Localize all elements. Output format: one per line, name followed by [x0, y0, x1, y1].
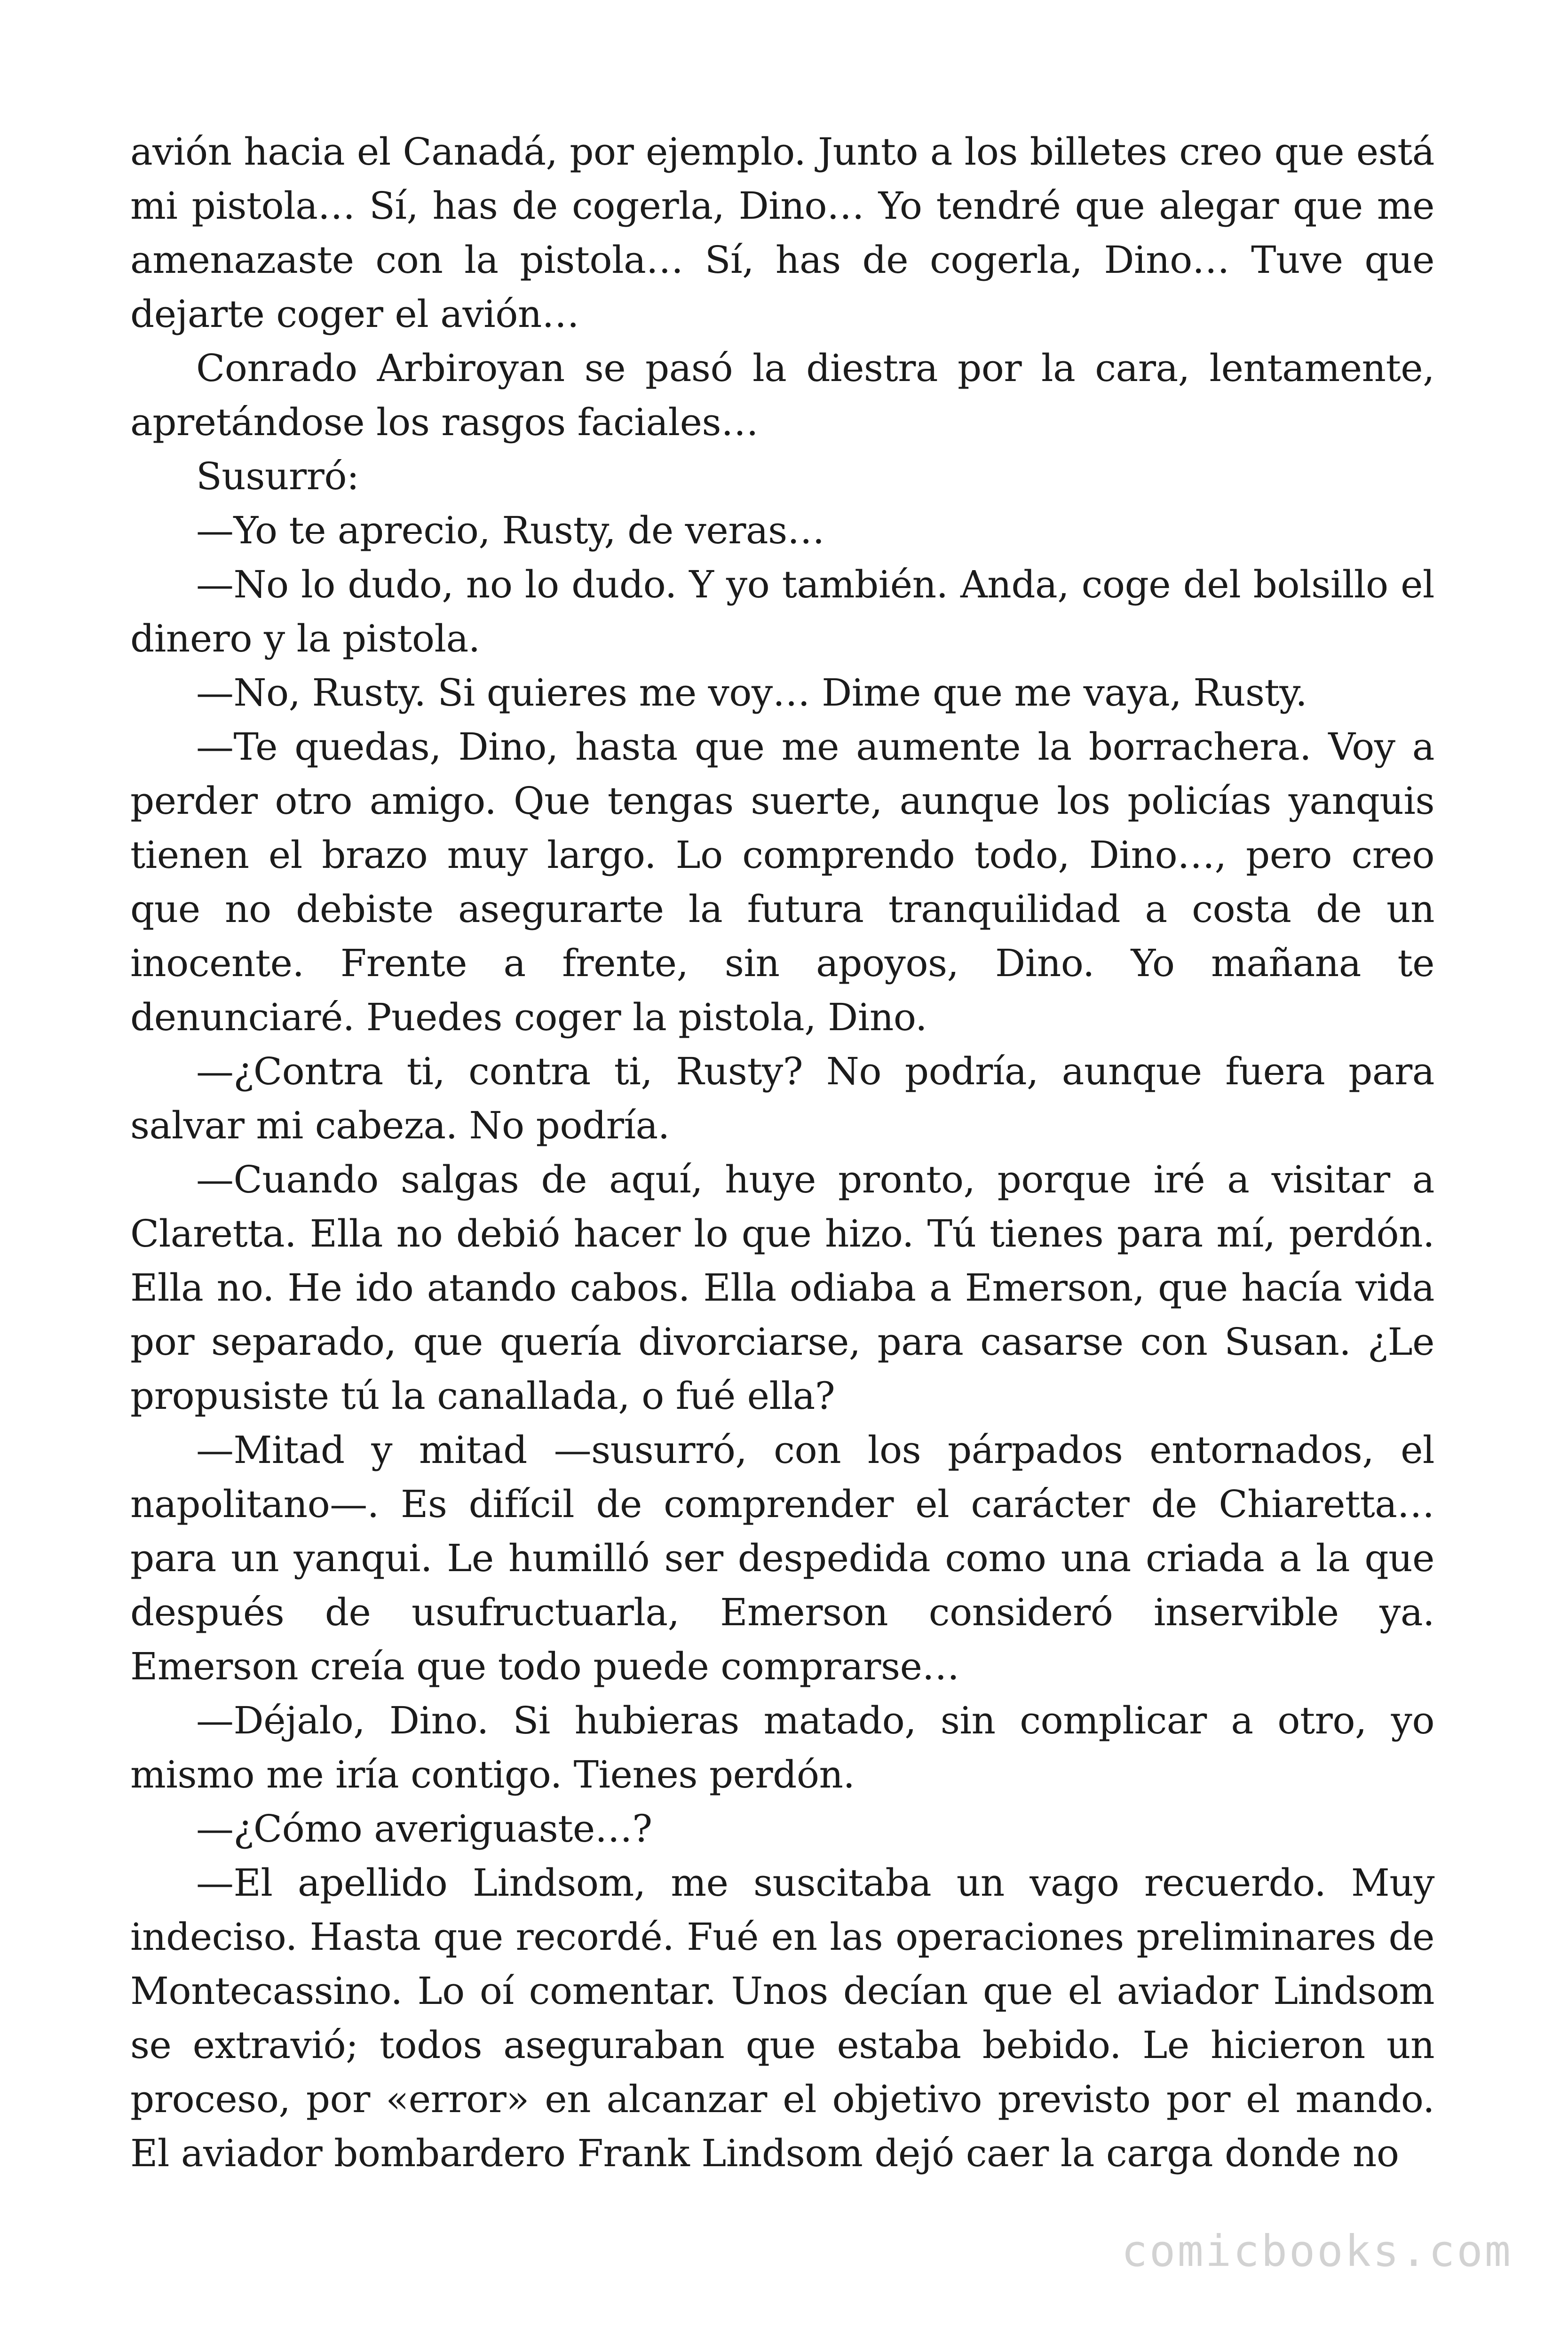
paragraph: —¿Cómo averiguaste…? — [196, 1807, 652, 1851]
paragraph: Conrado Arbiroyan se pasó la diestra por la cara, lentamente, apretándose los rasgos faciales… — [130, 346, 1434, 444]
paragraph: —Cuando salgas de aquí, huye pronto, porque iré a visitar a Claretta. Ella no debió hacer lo que hizo. Tú tienes para mí, perdón. Ella no. He ido atando cabos. Ella odiaba a Emerson, que hacía vida por separado, que quería divorciarse, para casarse con Susan. ¿Le propusiste tú la canallada, o fué ella? — [130, 1158, 1434, 1418]
paragraph: —Te quedas, Dino, hasta que me aumente la borrachera. Voy a perder otro amigo. Que tengas suerte, aunque los policías yanquis tienen el brazo muy largo. Lo comprendo todo, Dino…, pero creo que no debiste asegurarte la futura tranquilidad a costa de un inocente. Frente a frente, sin apoyos, Dino. Yo mañana te denunciaré. Puedes coger la pistola, Dino. — [130, 725, 1434, 1039]
paragraph: —¿Contra ti, contra ti, Rusty? No podría, aunque fuera para salvar mi cabeza. No podría. — [130, 1049, 1434, 1147]
paragraph: Susurró: — [196, 454, 359, 498]
paragraph: —Mitad y mitad —susurró, con los párpados entornados, el napolitano—. Es difícil de comprender el carácter de Chiaretta… para un yanqui. Le humilló ser despedida como una criada a la que después de usufructuarla, Emerson consideró inservible ya. Emerson creía que todo puede comprarse… — [130, 1428, 1434, 1688]
watermark: comicbooks.com — [1121, 2226, 1513, 2276]
paragraph: —Yo te aprecio, Rusty, de veras… — [196, 509, 825, 552]
paragraph: —El apellido Lindsom, me suscitaba un vago recuerdo. Muy indeciso. Hasta que recordé. Fué en las operaciones preliminares de Montecassino. Lo oí comentar. Unos decían que el aviador Lindsom se extravió; todos aseguraban que estaba bebido. Le hicieron un proceso, por «error» en alcanzar el objetivo previsto por el mando. El aviador bombardero Frank Lindsom dejó caer la carga donde no — [130, 1861, 1434, 2175]
paragraph: —No, Rusty. Si quieres me voy… Dime que me vaya, Rusty. — [196, 671, 1307, 715]
book-page-text — [130, 125, 1434, 2180]
paragraph: avión hacia el Canadá, por ejemplo. Junto a los billetes creo que está mi pistola… Sí, has de cogerla, Dino… Yo tendré que alegar que me amenazaste con la pistola… Sí, has de cogerla, Dino… Tuve que dejarte coger el avión… — [130, 130, 1434, 336]
paragraph: —Déjalo, Dino. Si hubieras matado, sin complicar a otro, yo mismo me iría contigo. Tienes perdón. — [130, 1699, 1434, 1796]
paragraph: —No lo dudo, no lo dudo. Y yo también. Anda, coge del bolsillo el dinero y la pistola. — [130, 563, 1434, 660]
